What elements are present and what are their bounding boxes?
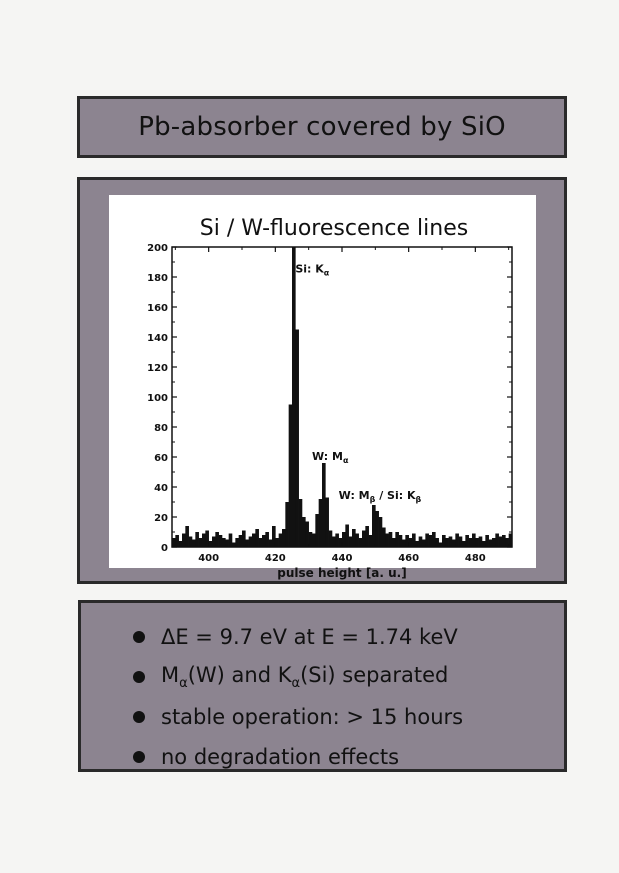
histogram-bar bbox=[425, 534, 429, 548]
histogram-bar bbox=[299, 499, 303, 547]
histogram-bar bbox=[219, 535, 223, 547]
histogram-bar bbox=[412, 534, 416, 548]
x-tick-label: 400 bbox=[198, 553, 220, 564]
histogram-bar bbox=[502, 535, 506, 547]
histogram-bar bbox=[459, 537, 463, 548]
slide-title: Pb-absorber covered by SiO bbox=[138, 112, 506, 142]
histogram-bar bbox=[492, 538, 496, 547]
histogram-bar bbox=[305, 522, 309, 548]
peak-annotation: W: $M_\beta$ / Si: $K_\beta$ bbox=[338, 489, 422, 504]
histogram-bar bbox=[435, 538, 439, 547]
histogram-bar bbox=[259, 538, 263, 547]
histogram-bar bbox=[329, 531, 333, 548]
histogram-bar bbox=[335, 534, 339, 548]
histogram-bar bbox=[255, 529, 259, 547]
histogram-bar bbox=[269, 540, 273, 548]
histogram-bar bbox=[382, 528, 386, 548]
histogram-bar bbox=[365, 526, 369, 547]
y-tick-label: 100 bbox=[147, 393, 168, 404]
histogram-bar bbox=[352, 529, 356, 547]
histogram-bar bbox=[262, 535, 266, 547]
histogram-bar bbox=[245, 540, 249, 548]
histogram-bar bbox=[349, 537, 353, 548]
histogram-bar bbox=[175, 535, 179, 547]
histogram-bar bbox=[282, 529, 286, 547]
histogram-bar bbox=[422, 540, 426, 548]
histogram-bar bbox=[432, 532, 436, 547]
title-banner bbox=[77, 96, 567, 158]
y-tick-label: 80 bbox=[154, 423, 168, 434]
bullet-text: ΔE = 9.7 eV at E = 1.74 keV bbox=[161, 625, 458, 649]
histogram-bar bbox=[452, 540, 456, 548]
histogram-bar bbox=[285, 502, 289, 547]
y-tick-label: 0 bbox=[161, 543, 168, 554]
histogram-bar bbox=[455, 534, 459, 548]
histogram-bar bbox=[385, 534, 389, 548]
bullet-dot-icon bbox=[133, 711, 145, 723]
x-tick-label: 480 bbox=[464, 553, 486, 564]
histogram-bar bbox=[465, 535, 469, 547]
histogram-bar bbox=[402, 540, 406, 548]
histogram-bar bbox=[309, 532, 313, 547]
histogram-bar bbox=[302, 517, 306, 547]
y-tick-label: 60 bbox=[154, 453, 168, 464]
y-tick-label: 140 bbox=[147, 333, 168, 344]
peak-annotation: W: $M_\alpha$ bbox=[312, 450, 349, 465]
histogram-bar bbox=[395, 532, 399, 547]
histogram-bar bbox=[212, 537, 216, 548]
bullet-dot-icon bbox=[133, 631, 145, 643]
histogram-bar bbox=[359, 538, 363, 547]
histogram-bar bbox=[202, 534, 206, 548]
bullet-item bbox=[133, 737, 463, 777]
x-tick-label: 440 bbox=[331, 553, 353, 564]
histogram-bar bbox=[489, 540, 493, 548]
histogram-bar bbox=[392, 538, 396, 547]
bullet-dot-icon bbox=[133, 751, 145, 763]
summary-list bbox=[133, 617, 463, 777]
histogram-bar bbox=[375, 511, 379, 547]
plot-panel bbox=[109, 195, 536, 580]
histogram-bar bbox=[249, 537, 253, 548]
histogram-bar bbox=[195, 532, 199, 547]
histogram-bar bbox=[332, 537, 336, 548]
histogram-bar bbox=[325, 498, 329, 548]
histogram-bar bbox=[462, 541, 466, 547]
histogram-bar bbox=[479, 537, 483, 548]
histogram-bar bbox=[215, 532, 219, 547]
histogram-bar bbox=[295, 330, 299, 548]
bullet-text: $M_\alpha(W)$ and $K_\alpha(Si)$ separated bbox=[161, 662, 449, 692]
histogram-bar bbox=[369, 535, 373, 547]
histogram-bar bbox=[415, 541, 419, 547]
y-tick-label: 200 bbox=[147, 243, 168, 254]
histogram-bar bbox=[182, 534, 186, 548]
histogram-bar bbox=[372, 505, 376, 547]
histogram-bar bbox=[292, 247, 296, 547]
histogram-bar bbox=[199, 538, 203, 547]
histogram-bar bbox=[289, 405, 293, 548]
summary-box bbox=[78, 600, 567, 772]
histogram-bar bbox=[419, 537, 423, 548]
x-tick-label: 420 bbox=[264, 553, 286, 564]
x-tick-label: 460 bbox=[398, 553, 420, 564]
plot-frame bbox=[77, 177, 567, 584]
histogram-bar bbox=[469, 538, 473, 547]
bullet-dot-icon bbox=[133, 671, 145, 683]
histogram-bar bbox=[442, 535, 446, 547]
bullet-text: no degradation effects bbox=[161, 745, 400, 769]
histogram-bar bbox=[235, 538, 239, 547]
histogram-bar bbox=[485, 535, 489, 547]
y-tick-label: 20 bbox=[154, 513, 168, 524]
histogram-bar bbox=[189, 537, 193, 548]
y-tick-label: 180 bbox=[147, 273, 168, 284]
histogram-bar bbox=[229, 534, 233, 548]
chart-title: Si / W-fluorescence lines bbox=[199, 216, 469, 241]
histogram-bar bbox=[242, 531, 246, 548]
histogram-bar bbox=[355, 534, 359, 548]
histogram-bar bbox=[389, 532, 393, 547]
fluorescence-chart bbox=[109, 195, 536, 580]
histogram-bar bbox=[279, 534, 283, 548]
bullet-item bbox=[133, 657, 463, 697]
histogram-bar bbox=[379, 517, 383, 547]
histogram-bar bbox=[319, 499, 323, 547]
histogram-bar bbox=[499, 537, 503, 548]
histogram-bar bbox=[482, 541, 486, 547]
histogram-bar bbox=[179, 541, 183, 547]
histogram-bar bbox=[225, 540, 229, 548]
histogram-bar bbox=[312, 534, 316, 548]
histogram-bar bbox=[185, 526, 189, 547]
histogram-bar bbox=[445, 538, 449, 547]
histogram-bar bbox=[362, 531, 366, 548]
histogram-bar bbox=[315, 514, 319, 547]
histogram-bar bbox=[252, 534, 256, 548]
x-axis-label: pulse height [a. u.] bbox=[277, 566, 407, 580]
histogram-bar bbox=[322, 463, 326, 547]
histogram-bar bbox=[429, 535, 433, 547]
bullet-text: stable operation: > 15 hours bbox=[161, 705, 464, 729]
y-tick-label: 120 bbox=[147, 363, 168, 374]
histogram-bar bbox=[265, 532, 269, 547]
plot-frame-border bbox=[172, 247, 512, 547]
histogram-bar bbox=[449, 537, 453, 548]
bullet-item bbox=[133, 617, 463, 657]
y-tick-label: 160 bbox=[147, 303, 168, 314]
histogram-bar bbox=[222, 538, 226, 547]
histogram-bar bbox=[345, 525, 349, 548]
histogram-bar bbox=[495, 534, 499, 548]
bullet-item bbox=[133, 697, 463, 737]
peak-annotation: Si: $K_\alpha$ bbox=[295, 262, 330, 278]
histogram-bar bbox=[192, 540, 196, 548]
histogram-bar bbox=[399, 535, 403, 547]
y-tick-label: 40 bbox=[154, 483, 168, 494]
